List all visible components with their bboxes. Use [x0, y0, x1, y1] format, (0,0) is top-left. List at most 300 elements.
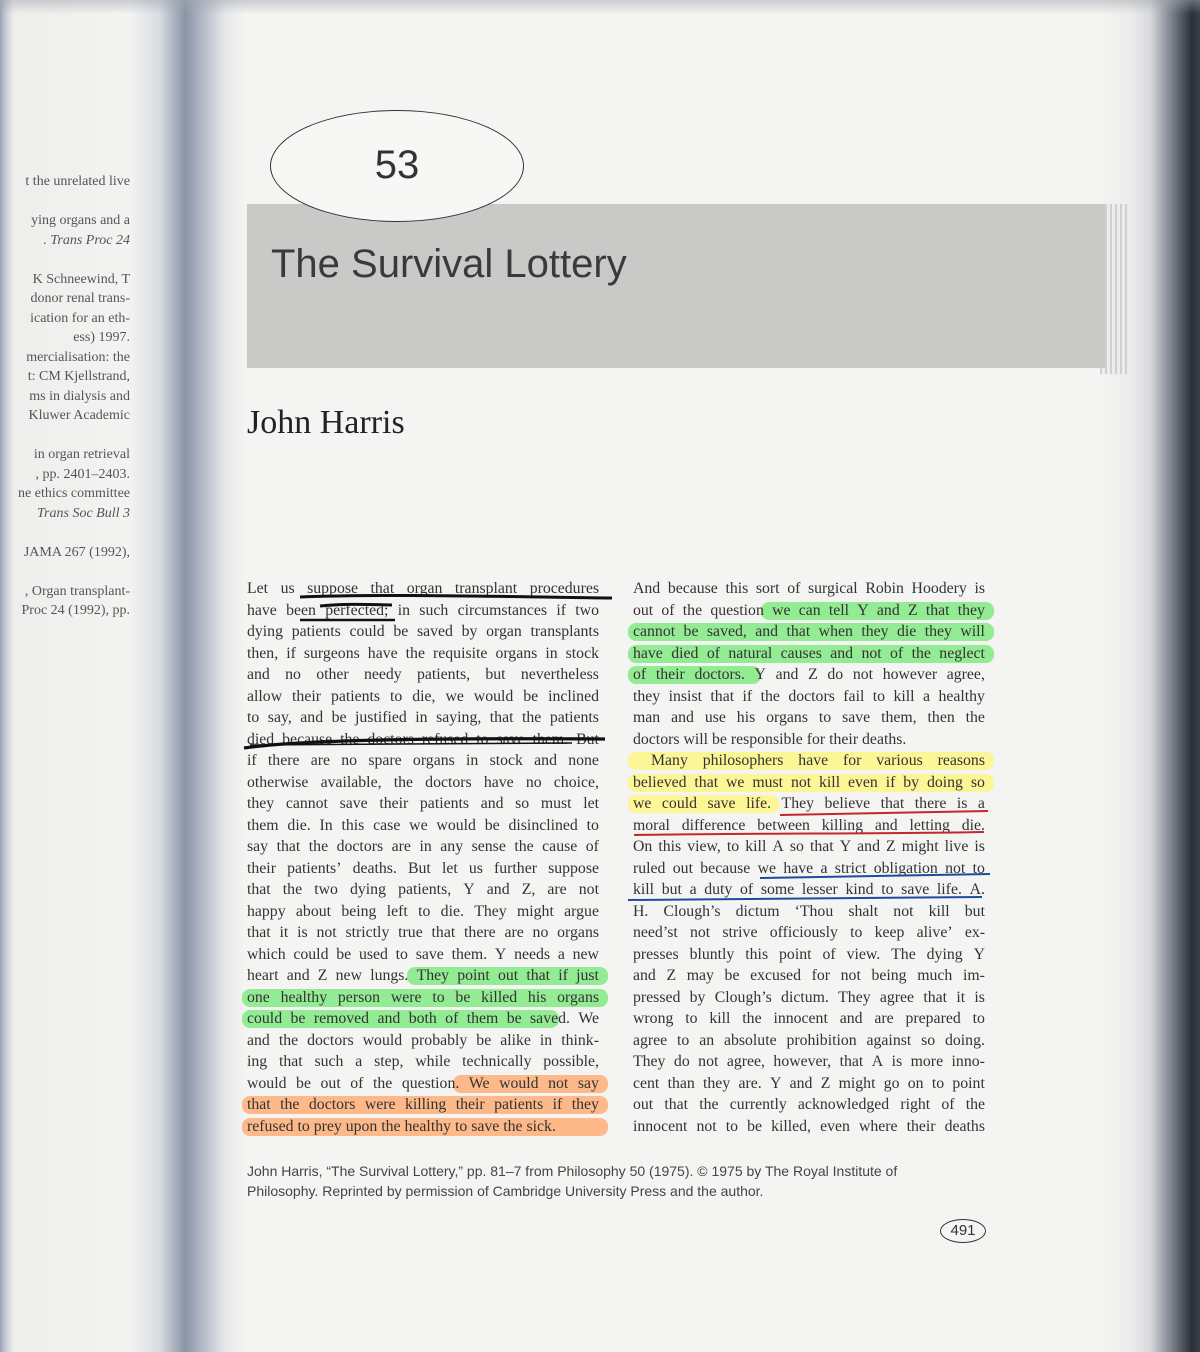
word: responsible — [730, 730, 807, 748]
word: no — [285, 666, 301, 683]
word: heart — [247, 967, 279, 984]
word: pressed — [633, 988, 681, 1006]
left-page-line: K Schneewind, T — [32, 271, 130, 287]
word: of — [941, 1096, 955, 1113]
word: refused — [421, 730, 469, 748]
word: of — [661, 601, 675, 619]
word: is — [891, 1053, 903, 1070]
text-line — [633, 772, 985, 794]
word: lesser — [801, 881, 838, 898]
word: but — [964, 902, 985, 920]
word: is — [974, 838, 985, 855]
word: wrong — [633, 1010, 674, 1027]
word: the — [760, 687, 780, 705]
word: is — [956, 795, 968, 812]
text-line — [247, 1116, 599, 1138]
word: go — [883, 1074, 900, 1092]
text-line — [633, 729, 985, 751]
word: suppose — [548, 859, 599, 877]
word: cannot — [285, 795, 328, 812]
word: Robin — [865, 580, 904, 597]
word: in — [415, 709, 428, 726]
word: that — [370, 580, 395, 597]
word: believed — [633, 773, 687, 791]
word: two — [314, 881, 338, 898]
word: in — [397, 601, 410, 619]
word: in — [539, 1031, 553, 1049]
word: other — [316, 666, 349, 683]
word: not — [548, 1074, 569, 1092]
word: they — [924, 623, 952, 640]
word: they — [957, 601, 985, 619]
left-page-line — [0, 562, 130, 582]
text-line — [633, 879, 985, 901]
left-page-line — [0, 250, 130, 270]
word: to — [931, 1074, 945, 1092]
source-footnote — [247, 1161, 992, 1201]
word: this — [745, 945, 769, 963]
word: the — [405, 644, 425, 662]
word: organ — [486, 623, 522, 640]
word: kill — [893, 687, 915, 705]
word: if — [552, 1096, 563, 1113]
word: even — [847, 773, 878, 791]
word: patients, — [398, 881, 452, 898]
word: however, — [773, 1053, 832, 1070]
left-page-line — [0, 192, 130, 212]
word: to — [881, 881, 894, 898]
word: on — [907, 1074, 924, 1092]
word: deaths. — [352, 859, 397, 877]
word: of — [787, 580, 801, 597]
word: currently — [729, 1096, 787, 1113]
word: Z — [808, 666, 818, 683]
left-page-line: ication for an eth- — [30, 310, 130, 326]
word: various — [876, 752, 923, 769]
word: They — [474, 902, 507, 920]
word: difference — [681, 816, 746, 834]
word: think- — [561, 1031, 599, 1049]
word: where — [858, 1117, 898, 1135]
word: their — [655, 666, 685, 683]
word: upon — [345, 1117, 382, 1135]
word: patients, — [416, 666, 471, 683]
word: question — [710, 601, 764, 619]
word: that — [710, 687, 735, 705]
word: healthy — [404, 1117, 455, 1135]
word: are. — [738, 1074, 762, 1092]
word: cannot — [633, 623, 676, 640]
left-page-line: in organ retrieval — [33, 447, 130, 462]
left-page-line: ne ethics committee — [18, 486, 130, 501]
chapter-title: The Survival Lottery — [271, 242, 627, 286]
word: be — [724, 967, 740, 984]
word: They — [838, 988, 871, 1006]
word: of — [633, 666, 647, 683]
word: life. — [746, 795, 772, 812]
word: reasons — [937, 752, 985, 769]
word: save — [901, 881, 930, 898]
word: their — [906, 1117, 936, 1135]
word: of — [740, 881, 754, 898]
word: this — [341, 816, 365, 834]
word: are — [504, 924, 524, 941]
word: could — [349, 623, 385, 640]
text-line — [633, 643, 985, 665]
word: by — [461, 623, 478, 640]
word: technically — [462, 1053, 532, 1070]
word: their — [829, 730, 863, 748]
word: out — [633, 1096, 654, 1113]
word: no — [532, 924, 549, 941]
word: doctors — [788, 687, 835, 705]
word: in — [466, 752, 479, 769]
word: Z — [886, 838, 896, 855]
text-line — [247, 1051, 599, 1073]
word: use — [704, 709, 726, 726]
word: that — [925, 601, 950, 619]
word: we — [409, 816, 428, 834]
word: are — [874, 1010, 894, 1027]
word: not — [893, 902, 914, 920]
word: kill — [819, 773, 841, 791]
word: both — [408, 1010, 437, 1027]
word: just — [576, 967, 599, 984]
word: if — [558, 967, 568, 984]
word: a — [923, 687, 931, 705]
word: the — [503, 1117, 527, 1135]
word: duty — [704, 881, 733, 898]
word: if — [556, 601, 566, 619]
word: sense — [471, 838, 506, 855]
word: the — [280, 1096, 300, 1113]
word: even — [820, 1117, 850, 1135]
text-line — [633, 815, 985, 837]
body-column-left — [247, 578, 599, 1137]
word: such — [314, 1053, 344, 1070]
word: us — [280, 580, 295, 597]
word: if — [742, 687, 753, 705]
text-line — [633, 965, 985, 987]
word: by — [689, 988, 706, 1006]
word: They — [416, 967, 450, 984]
word: died — [671, 644, 699, 662]
word: new — [572, 945, 599, 963]
word: innocent — [633, 1117, 688, 1135]
word: are — [391, 838, 411, 855]
text-line — [247, 643, 599, 665]
text-line — [247, 1008, 599, 1030]
word: allow — [247, 687, 283, 705]
word: causes — [780, 644, 822, 662]
word: and — [633, 967, 656, 984]
word: not — [316, 924, 337, 941]
word: but — [661, 881, 682, 898]
word: not — [840, 967, 861, 984]
word: be — [331, 709, 347, 726]
word: when — [818, 623, 853, 640]
word: agree — [879, 988, 915, 1006]
word: bluntly — [689, 945, 735, 963]
word: not — [698, 1053, 719, 1070]
word: that — [526, 967, 551, 984]
word: disinclined — [508, 816, 578, 834]
word: deaths — [944, 1117, 985, 1135]
word: we — [445, 687, 464, 705]
word: surgeons — [303, 644, 360, 662]
text-line — [633, 686, 985, 708]
word: be — [523, 687, 539, 705]
word: to — [818, 709, 832, 726]
word: that — [278, 1053, 303, 1070]
word: patients — [330, 687, 381, 705]
word: kind — [845, 881, 874, 898]
chapter-number-oval — [270, 110, 524, 222]
word: may — [686, 967, 714, 984]
word: that — [809, 838, 834, 855]
word: them — [466, 1010, 499, 1027]
word: new — [335, 967, 362, 984]
word: they — [571, 1096, 599, 1113]
word: presses — [633, 945, 679, 963]
word: be — [296, 1074, 311, 1092]
word: natural — [728, 644, 773, 662]
word: be — [711, 730, 731, 748]
word: Y — [494, 945, 507, 963]
word: patients — [549, 709, 599, 726]
word: doctors — [336, 838, 384, 855]
word: save — [496, 730, 525, 748]
word: We — [468, 1074, 490, 1092]
word: and — [377, 1010, 401, 1027]
word: excused — [750, 967, 801, 984]
word: save — [471, 1117, 504, 1135]
word: that — [694, 773, 719, 791]
word: to — [972, 1010, 985, 1027]
word: be — [476, 1031, 492, 1049]
word: have — [633, 644, 663, 662]
word: insist — [668, 687, 702, 705]
word: case — [373, 816, 401, 834]
word: to — [418, 902, 431, 920]
word: alive’ — [916, 924, 953, 941]
word: their — [247, 859, 276, 877]
word: that — [786, 623, 811, 640]
word: do — [827, 666, 844, 683]
word: are — [547, 881, 567, 898]
word: this — [725, 580, 749, 597]
text-line — [633, 901, 985, 923]
word: removed — [313, 1010, 370, 1027]
word: killed — [481, 988, 518, 1006]
word: have — [367, 644, 398, 662]
word: to — [432, 988, 445, 1006]
text-line — [633, 750, 985, 772]
word: ‘Thou — [794, 902, 834, 920]
text-line — [633, 858, 985, 880]
word: organs — [557, 924, 599, 941]
word: any — [440, 838, 464, 855]
text-line — [247, 987, 599, 1009]
word: prepared — [905, 1010, 961, 1027]
word: if — [286, 644, 296, 662]
text-line — [633, 1094, 985, 1116]
word: not — [696, 1117, 717, 1135]
word: inclined — [548, 687, 599, 705]
text-line — [247, 621, 599, 643]
word: patients’ — [287, 859, 342, 877]
text-line — [247, 965, 599, 987]
word: a — [355, 1053, 363, 1070]
word: it — [956, 988, 966, 1006]
word: to — [454, 1117, 472, 1135]
word: transplant — [454, 580, 518, 597]
word: some — [760, 881, 795, 898]
word: would — [247, 1074, 287, 1092]
text-line — [633, 600, 985, 622]
word: save — [415, 945, 444, 963]
word: out — [633, 601, 654, 619]
text-line — [633, 1116, 985, 1138]
word: and — [874, 816, 898, 834]
footnote-line-1: John Harris, “The Survival Lottery,” pp. 81–7 from Philosophy 50 (1975). © 1975 by The Royal Institute of — [247, 1163, 898, 1179]
word: be — [683, 623, 699, 640]
word: healthy — [938, 687, 985, 705]
word: and — [839, 1010, 863, 1027]
word: there — [464, 924, 496, 941]
word: lungs. — [370, 967, 409, 984]
text-line — [247, 1094, 599, 1116]
word: Z, — [521, 881, 536, 898]
word: while — [415, 1053, 451, 1070]
left-page-line — [0, 426, 130, 446]
word: so — [921, 1031, 936, 1049]
word: Many — [651, 752, 688, 769]
text-line — [633, 836, 985, 858]
word: Y — [754, 666, 766, 683]
word: be — [290, 1010, 306, 1027]
word: Y — [463, 881, 475, 898]
word: And — [633, 580, 661, 597]
word: that — [664, 1096, 689, 1113]
word: They — [781, 795, 815, 812]
word: surgical — [807, 580, 858, 597]
word: neglect — [939, 644, 985, 662]
word: been — [286, 601, 316, 619]
text-line — [247, 858, 599, 880]
word: and — [775, 666, 799, 683]
word: die. — [287, 816, 311, 834]
word: must — [752, 773, 784, 791]
word: ing — [247, 1053, 268, 1070]
word: and — [789, 1074, 813, 1092]
word: die. — [440, 902, 464, 920]
word: if — [247, 752, 257, 769]
word: philosophers — [702, 752, 784, 769]
word: doing. — [945, 1031, 985, 1049]
word: ex- — [964, 924, 985, 941]
text-line — [247, 729, 599, 751]
word: and — [857, 838, 880, 855]
word: organs — [557, 988, 599, 1006]
text-line — [247, 793, 599, 815]
word: them. — [532, 730, 569, 748]
word: doctors — [367, 730, 414, 748]
word: that — [489, 709, 514, 726]
word: the — [911, 644, 931, 662]
word: save — [842, 709, 871, 726]
word: strive — [722, 924, 758, 941]
word: than — [667, 1074, 695, 1092]
word: probably — [411, 1031, 468, 1049]
word: cause — [542, 838, 578, 855]
word: organ — [406, 580, 443, 597]
word: keep — [874, 924, 905, 941]
word: Y — [973, 945, 985, 963]
word: however — [882, 666, 938, 683]
word: A. — [969, 881, 985, 898]
word: so — [970, 773, 985, 791]
word: shalt — [848, 902, 879, 920]
word: which — [247, 945, 286, 963]
word: to — [726, 838, 740, 855]
word: dying — [926, 945, 963, 963]
word: Hoodery — [911, 580, 967, 597]
word: procedures — [529, 580, 599, 597]
text-line — [247, 836, 599, 858]
word: stock — [489, 752, 523, 769]
word: is — [297, 924, 308, 941]
word: point — [457, 967, 490, 984]
word: they — [633, 687, 661, 705]
word: to — [725, 1117, 739, 1135]
word: would — [436, 816, 476, 834]
word: Clough’s — [714, 988, 772, 1006]
word: about — [295, 902, 332, 920]
word: to — [685, 1010, 698, 1027]
word: of — [706, 644, 720, 662]
word: that — [923, 988, 948, 1006]
word: let — [441, 859, 458, 877]
word: because — [700, 859, 751, 877]
word: organs — [412, 752, 455, 769]
word: die — [896, 623, 917, 640]
word: transplants — [530, 623, 599, 640]
word: them. — [451, 945, 488, 963]
word: were — [390, 988, 422, 1006]
left-page-line: ying organs and a — [31, 213, 130, 228]
word: suppose — [307, 580, 359, 597]
text-line — [633, 1008, 985, 1030]
left-page-line: t: CM Kjellstrand, — [27, 369, 130, 384]
word: agree — [633, 1031, 668, 1049]
word: for — [842, 752, 862, 769]
body-column-right — [633, 578, 985, 1137]
word: to — [677, 1031, 690, 1049]
left-page-line: Proc 24 (1992), pp. — [21, 603, 130, 618]
word: say — [577, 1074, 599, 1092]
word: their — [292, 687, 321, 705]
word: Z — [666, 967, 677, 984]
word: if — [885, 773, 896, 791]
word: them, — [881, 709, 917, 726]
scan-shadow — [0, 0, 1200, 14]
word: kill — [633, 881, 655, 898]
word: would — [499, 1074, 539, 1092]
word: argue — [564, 902, 599, 920]
word: the — [282, 881, 303, 898]
word: used — [358, 945, 388, 963]
